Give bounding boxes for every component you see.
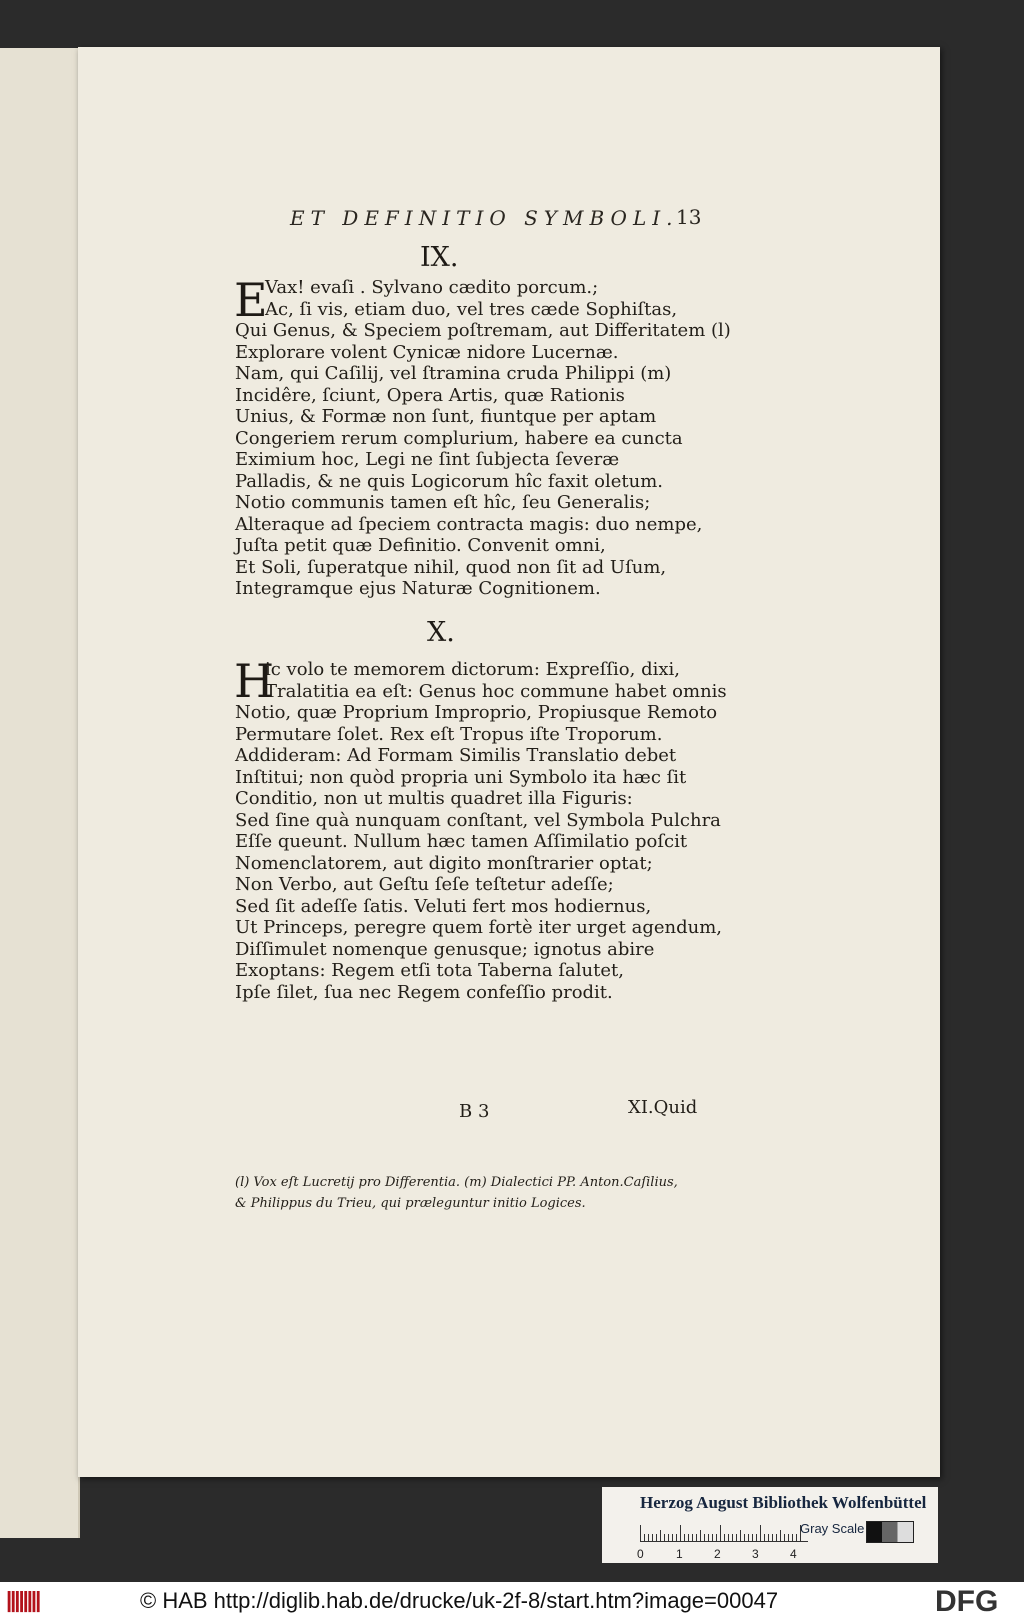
ruler-tick bbox=[664, 1534, 665, 1541]
ruler-tick bbox=[684, 1534, 685, 1541]
ruler-tick bbox=[764, 1534, 765, 1541]
verse-line: Nam, qui Caſilij, vel ſtramina cruda Philippi (m) bbox=[235, 363, 672, 384]
catchword: XI.Quid bbox=[628, 1097, 698, 1118]
footnote-line: & Philippus du Trieu, qui præleguntur initio Logices. bbox=[235, 1196, 586, 1211]
ruler-tick bbox=[776, 1534, 777, 1541]
verse-line: Explorare volent Cynicæ nidore Lucernæ. bbox=[235, 341, 619, 363]
running-head: ET DEFINITIO SYMBOLI. bbox=[290, 206, 679, 230]
ruler-tick bbox=[736, 1534, 737, 1541]
ruler-tick bbox=[788, 1534, 789, 1541]
ruler-tick bbox=[760, 1525, 761, 1541]
ruler-tick bbox=[712, 1534, 713, 1541]
ruler-tick bbox=[744, 1534, 745, 1541]
measurement-ruler bbox=[640, 1523, 808, 1542]
verse-line: Sed ſit adeſſe ſatis. Veluti fert mos hodiernus, bbox=[235, 895, 652, 917]
ruler-tick bbox=[672, 1534, 673, 1541]
verse-line: Ut Princeps, peregre quem fortè iter urget agendum, bbox=[235, 917, 723, 938]
verse-line: Sed ſine quà nunquam conſtant, vel Symbola Pulchra bbox=[235, 809, 721, 831]
verse-line: Notio, quæ Proprium Improprio, Propiusque Remoto bbox=[235, 702, 718, 723]
verse-line: ic volo te memorem dictorum: Expreſſio, dixi, bbox=[265, 659, 680, 680]
ruler-tick bbox=[708, 1534, 709, 1541]
footnotes bbox=[235, 1172, 678, 1214]
verse-line: Diſſimulet nomenque genusque; ignotus abire bbox=[235, 938, 655, 960]
verse-line: Tralatitia ea eſt: Genus hoc commune habet omnis bbox=[265, 680, 727, 702]
ruler-tick bbox=[780, 1530, 781, 1541]
ruler-tick bbox=[728, 1534, 729, 1541]
ruler-tick bbox=[676, 1534, 677, 1541]
verse-line: Incidêre, ſciunt, Opera Artis, quæ Rationis bbox=[235, 384, 625, 406]
ruler-tick bbox=[772, 1534, 773, 1541]
verse-line: Congeriem rerum complurium, habere ea cuncta bbox=[235, 427, 683, 449]
section-number-x: X. bbox=[427, 617, 455, 648]
ruler-tick bbox=[732, 1534, 733, 1541]
ruler-tick bbox=[660, 1530, 661, 1541]
ruler-tick bbox=[784, 1534, 785, 1541]
gray-scale-swatch bbox=[866, 1521, 914, 1543]
verse-line: Integramque ejus Naturæ Cognitionem. bbox=[235, 578, 601, 599]
verse-line: Ipſe ſilet, ſua nec Regem confeſſio prodit. bbox=[235, 981, 613, 1003]
ruler-number: 1 bbox=[676, 1547, 683, 1561]
drop-initial-h: H bbox=[234, 654, 275, 708]
viewer-footer bbox=[0, 1582, 1024, 1623]
ruler-tick bbox=[756, 1534, 757, 1541]
ruler-number: 3 bbox=[752, 1547, 759, 1561]
verse-line: Vax! evaſi . Sylvano cædito porcum.; bbox=[265, 277, 599, 298]
footnote-line: (l) Vox eſt Lucretij pro Differentia. (m) Dialectici PP. Anton.Caſilius, bbox=[235, 1175, 678, 1190]
verse-line: Unius, & Formæ non ſunt, fiuntque per aptam bbox=[235, 406, 657, 427]
ruler-tick bbox=[740, 1530, 741, 1541]
ruler-tick bbox=[724, 1534, 725, 1541]
ruler-tick bbox=[792, 1534, 793, 1541]
ruler-tick bbox=[796, 1534, 797, 1541]
gray-scale-label: Gray Scale bbox=[800, 1521, 865, 1536]
ruler-tick bbox=[752, 1534, 753, 1541]
verse-line: Inſtitui; non quòd propria uni Symbolo ita hæc ſit bbox=[235, 766, 687, 788]
ruler-tick bbox=[716, 1534, 717, 1541]
facing-page-edge bbox=[0, 48, 80, 1538]
dfg-logo: DFG bbox=[935, 1585, 999, 1618]
verse-line: Eximium hoc, Legi ne ſint ſubjecta ſeveræ bbox=[235, 449, 620, 470]
ruler-tick bbox=[656, 1534, 657, 1541]
verse-line: Juſta petit quæ Definitio. Convenit omni, bbox=[235, 535, 606, 556]
library-name: Herzog August Bibliothek Wolfenbüttel bbox=[640, 1493, 927, 1512]
verse-line: Notio communis tamen eſt hîc, ſeu Generalis; bbox=[235, 492, 651, 513]
verse-line: Non Verbo, aut Geſtu ſeſe teſtetur adeſſe; bbox=[235, 874, 614, 895]
ruler-tick bbox=[680, 1525, 681, 1541]
verse-line: Palladis, & ne quis Logicorum hîc faxit oletum. bbox=[235, 470, 664, 492]
drop-initial-e: E bbox=[234, 273, 268, 327]
ruler-tick bbox=[692, 1534, 693, 1541]
signature-mark: B 3 bbox=[459, 1101, 490, 1122]
ruler-tick bbox=[640, 1525, 641, 1541]
ruler-number: 4 bbox=[790, 1547, 797, 1561]
ruler-tick bbox=[688, 1534, 689, 1541]
ruler-number: 0 bbox=[637, 1547, 644, 1561]
verse-line: Et Soli, ſuperatque nihil, quod non ſit ad Uſum, bbox=[235, 556, 667, 578]
hab-logo: |||||||| bbox=[6, 1587, 40, 1612]
verse-line: Permutare ſolet. Rex eſt Tropus iſte Troporum. bbox=[235, 723, 663, 745]
verse-line: Exoptans: Regem etſi tota Taberna ſalutet, bbox=[235, 960, 624, 981]
ruler-tick bbox=[748, 1534, 749, 1541]
section-ix-verses bbox=[234, 273, 731, 600]
ruler-tick bbox=[648, 1534, 649, 1541]
verse-line: Qui Genus, & Speciem poſtremam, aut Differitatem (l) bbox=[235, 320, 731, 341]
ruler-tick bbox=[720, 1525, 721, 1541]
section-number-ix: IX. bbox=[420, 242, 459, 273]
source-link[interactable]: © HAB http://diglib.hab.de/drucke/uk-2f-8/start.htm?image=00047 bbox=[140, 1588, 779, 1613]
section-x-verses bbox=[234, 654, 727, 1003]
verse-line: Addideram: Ad Formam Similis Translatio debet bbox=[235, 745, 677, 766]
verse-line: Conditio, non ut multis quadret illa Figuris: bbox=[235, 788, 633, 809]
ruler-tick bbox=[644, 1534, 645, 1541]
color-scale-target bbox=[602, 1487, 938, 1563]
ruler-tick bbox=[700, 1530, 701, 1541]
verse-line: Nomenclatorem, aut digito monſtrarier optat; bbox=[235, 852, 653, 874]
verse-line: Alteraque ad ſpeciem contracta magis: duo nempe, bbox=[235, 513, 703, 535]
ruler-tick bbox=[768, 1534, 769, 1541]
ruler-tick bbox=[696, 1534, 697, 1541]
verse-line: Eſſe queunt. Nullum hæc tamen Aſſimilatio poſcit bbox=[235, 831, 688, 852]
ruler-number: 2 bbox=[714, 1547, 721, 1561]
ruler-tick bbox=[704, 1534, 705, 1541]
ruler-tick bbox=[668, 1534, 669, 1541]
page-number: 13 bbox=[676, 205, 702, 229]
verse-line: Ac, ſi vis, etiam duo, vel tres cæde Sophiſtas, bbox=[265, 298, 678, 320]
ruler-tick bbox=[652, 1534, 653, 1541]
